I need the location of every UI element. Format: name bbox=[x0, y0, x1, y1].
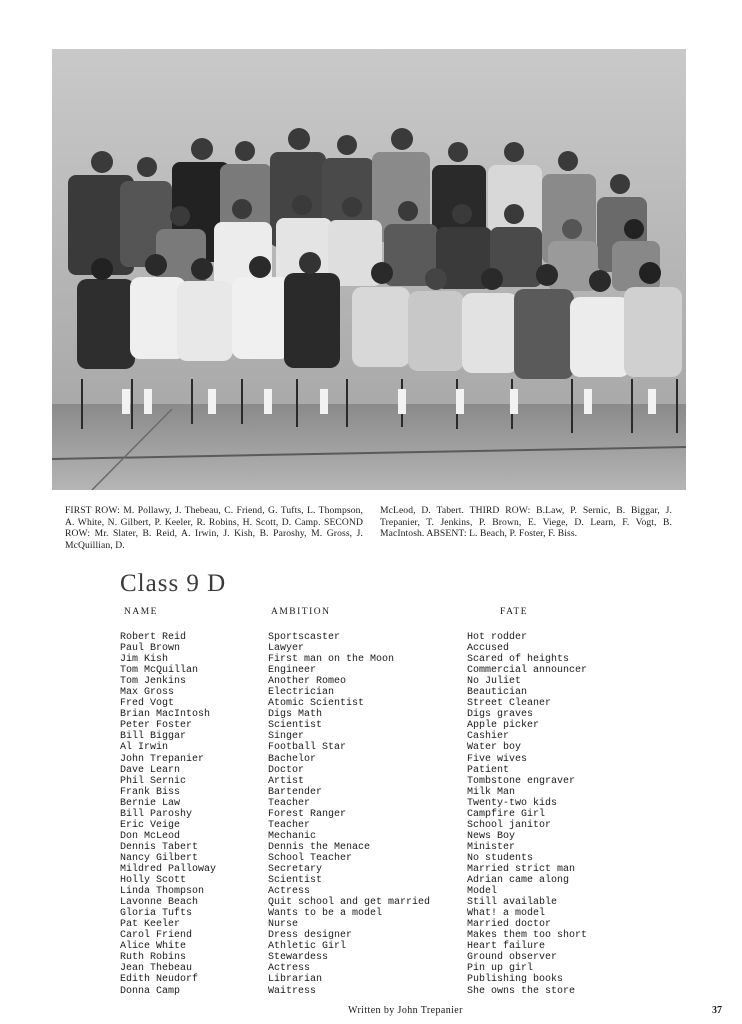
ambition-column bbox=[268, 632, 430, 997]
fate-cell: Still available bbox=[467, 897, 558, 909]
ambition-cell: Bachelor bbox=[268, 753, 317, 765]
name-cell: Jean Thebeau bbox=[120, 963, 193, 975]
name-cell: Robert Reid bbox=[120, 632, 187, 643]
ambition-cell: Scientist bbox=[268, 720, 323, 732]
ambition-cell: Forest Ranger bbox=[268, 808, 347, 820]
fate-cell: Married doctor bbox=[467, 919, 552, 931]
ambition-cell: Mechanic bbox=[268, 830, 317, 842]
fate-cell: What! a model bbox=[467, 908, 546, 920]
name-cell: Paul Brown bbox=[120, 643, 181, 655]
name-cell: Bill Biggar bbox=[120, 731, 187, 743]
name-cell: Brian MacIntosh bbox=[120, 709, 211, 721]
name-cell: Alice White bbox=[120, 941, 187, 953]
name-cell: Linda Thompson bbox=[120, 886, 205, 898]
fate-cell: School janitor bbox=[467, 819, 552, 831]
fate-cell: Model bbox=[467, 886, 498, 898]
ambition-cell: Atomic Scientist bbox=[268, 698, 365, 710]
ambition-cell: Teacher bbox=[268, 819, 311, 831]
fate-cell: Scared of heights bbox=[467, 654, 570, 666]
photo-caption-right: McLeod, D. Tabert. THIRD ROW: B.Law, P. Sernic, B. Biggar, J. Trepanier, T. Jenkins, P. Brown, E. Viege, D. Learn, F. Vogt, B. MacIntosh. ABSENT: L. Beach, P. Foster, F. Biss. bbox=[380, 505, 672, 540]
fate-cell: Minister bbox=[467, 841, 516, 853]
ambition-cell: Secretary bbox=[268, 863, 323, 875]
ambition-cell: Scientist bbox=[268, 875, 323, 887]
ambition-cell: Actress bbox=[268, 963, 311, 975]
class-photo bbox=[52, 49, 686, 490]
name-cell: Al Irwin bbox=[120, 742, 169, 754]
name-cell: Donna Camp bbox=[120, 985, 181, 997]
author-credit: Written by John Trepanier bbox=[348, 1005, 463, 1016]
name-cell: Ruth Robins bbox=[120, 952, 187, 964]
fate-cell: Cashier bbox=[467, 731, 510, 743]
ambition-cell: Wants to be a model bbox=[268, 908, 383, 920]
ambition-column-header: AMBITION bbox=[271, 607, 331, 617]
ambition-cell: Electrician bbox=[268, 687, 335, 699]
name-column-header: NAME bbox=[124, 607, 158, 617]
fate-column-header: FATE bbox=[500, 607, 528, 617]
ambition-cell: Dennis the Menace bbox=[268, 841, 371, 853]
name-cell: Lavonne Beach bbox=[120, 897, 199, 909]
ambition-cell: Lawyer bbox=[268, 643, 305, 655]
fate-cell: Heart failure bbox=[467, 941, 546, 953]
ambition-cell: Digs Math bbox=[268, 709, 323, 721]
fate-cell: Campfire Girl bbox=[467, 808, 546, 820]
name-cell: Frank Biss bbox=[120, 786, 181, 798]
name-cell: Fred Vogt bbox=[120, 698, 175, 710]
name-cell: Don McLeod bbox=[120, 830, 181, 842]
name-cell: Phil Sernic bbox=[120, 775, 187, 787]
fate-cell: No Juliet bbox=[467, 676, 522, 688]
fate-cell: Adrian came along bbox=[467, 875, 570, 887]
ambition-cell: Another Romeo bbox=[268, 676, 347, 688]
fate-cell: Tombstone engraver bbox=[467, 775, 576, 787]
name-cell: Gloria Tufts bbox=[120, 908, 193, 920]
name-cell: Holly Scott bbox=[120, 875, 187, 887]
name-cell: Tom McQuillan bbox=[120, 665, 199, 677]
name-cell: Pat Keeler bbox=[120, 919, 181, 931]
photo-caption-left: FIRST ROW: M. Pollawy, J. Thebeau, C. Friend, G. Tufts, L. Thompson, A. White, N. Gilbert, P. Keeler, R. Robins, H. Scott, D. Camp. SECOND ROW: Mr. Slater, B. Reid, A. Irwin, J. Kish, B. Paroshy, M. Gross, J. McQuillian, D. bbox=[65, 505, 363, 551]
ambition-cell: First man on the Moon bbox=[268, 654, 395, 666]
name-cell: Mildred Palloway bbox=[120, 863, 217, 875]
ambition-cell: Actress bbox=[268, 886, 311, 898]
fate-cell: Digs graves bbox=[467, 709, 534, 721]
name-cell: Dave Learn bbox=[120, 764, 181, 776]
ambition-cell: Football Star bbox=[268, 742, 347, 754]
fate-cell: Five wives bbox=[467, 753, 528, 765]
page-number: 37 bbox=[712, 1005, 722, 1016]
fate-cell: Commercial announcer bbox=[467, 665, 588, 677]
fate-column bbox=[467, 632, 587, 997]
fate-cell: Twenty-two kids bbox=[467, 797, 558, 809]
name-cell: Jim Kish bbox=[120, 654, 169, 666]
fate-cell: Accused bbox=[467, 643, 510, 655]
name-cell: Tom Jenkins bbox=[120, 676, 187, 688]
ambition-cell: Dress designer bbox=[268, 930, 353, 942]
fate-cell: Apple picker bbox=[467, 720, 540, 732]
ambition-cell: Singer bbox=[268, 731, 305, 743]
ambition-cell: Librarian bbox=[268, 974, 323, 986]
name-cell: Dennis Tabert bbox=[120, 841, 199, 853]
ambition-cell: Nurse bbox=[268, 919, 299, 931]
ambition-cell: Quit school and get married bbox=[268, 897, 431, 909]
fate-cell: Street Cleaner bbox=[467, 698, 552, 710]
name-cell: Nancy Gilbert bbox=[120, 852, 199, 864]
ambition-cell: Doctor bbox=[268, 764, 305, 776]
fate-cell: Pin up girl bbox=[467, 963, 534, 975]
ambition-cell: Athletic Girl bbox=[268, 941, 347, 953]
fate-cell: Hot rodder bbox=[467, 632, 528, 643]
fate-cell: Milk Man bbox=[467, 786, 516, 798]
fate-cell: No students bbox=[467, 852, 534, 864]
fate-cell: News Boy bbox=[467, 830, 516, 842]
ambition-cell: Artist bbox=[268, 775, 305, 787]
name-cell: Edith Neudorf bbox=[120, 974, 199, 986]
ambition-cell: Bartender bbox=[268, 786, 323, 798]
name-cell: Bill Paroshy bbox=[120, 808, 193, 820]
fate-cell: Beautician bbox=[467, 687, 528, 699]
name-cell: Max Gross bbox=[120, 687, 175, 699]
fate-cell: Ground observer bbox=[467, 952, 558, 964]
page-title: Class 9 D bbox=[120, 570, 227, 597]
fate-cell: Publishing books bbox=[467, 974, 564, 986]
name-cell: Peter Foster bbox=[120, 720, 193, 732]
fate-cell: She owns the store bbox=[467, 985, 576, 997]
name-cell: Carol Friend bbox=[120, 930, 193, 942]
ambition-cell: Engineer bbox=[268, 665, 317, 677]
ambition-cell: Waitress bbox=[268, 985, 317, 997]
ambition-cell: Sportscaster bbox=[268, 632, 341, 643]
fate-cell: Makes them too short bbox=[467, 930, 588, 942]
ambition-cell: Stewardess bbox=[268, 952, 329, 964]
fate-cell: Patient bbox=[467, 764, 510, 776]
name-cell: John Trepanier bbox=[120, 753, 205, 765]
fate-cell: Water boy bbox=[467, 742, 522, 754]
ambition-cell: Teacher bbox=[268, 797, 311, 809]
ambition-cell: School Teacher bbox=[268, 852, 353, 864]
name-column bbox=[120, 632, 216, 997]
name-cell: Eric Veige bbox=[120, 819, 181, 831]
fate-cell: Married strict man bbox=[467, 863, 576, 875]
name-cell: Bernie Law bbox=[120, 797, 181, 809]
